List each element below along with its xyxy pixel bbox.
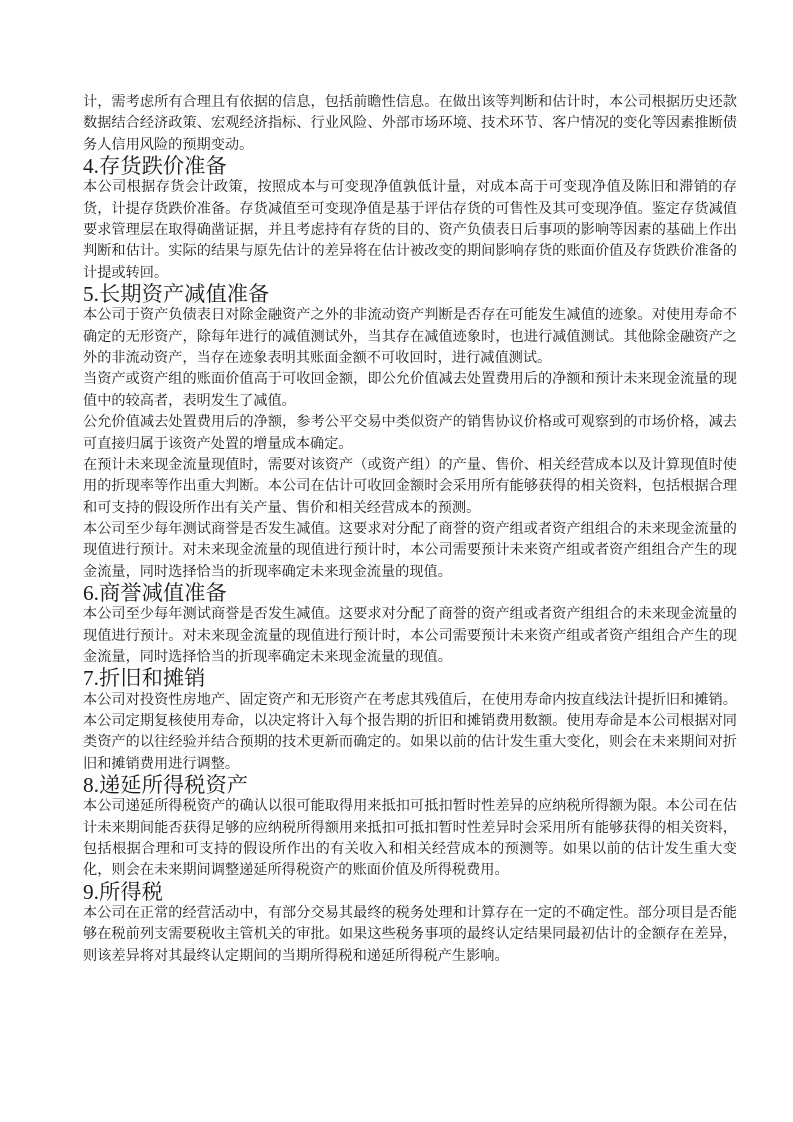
paragraph-deferred-tax-assets: 本公司递延所得税资产的确认以很可能取得用来抵扣可抵扣暂时性差异的应纳税所得额为限。本公司在估计未来期间能否获得足够的应纳税所得额用来抵扣可抵扣暂时性差异时会采用所有能够获得的相关资料，包括根据合理和可支持的假设所作出的有关收入和相关经营成本的预测等。如果以前的估计发生重大变化，则会在未来期间调整递延所得税资产的账面价值及所得税费用。 xyxy=(83,798,737,879)
paragraph-credit-risk-estimate: 计，需考虑所有合理且有依据的信息，包括前瞻性信息。在做出该等判断和估计时，本公司根据历史还款数据结合经济政策、宏观经济指标、行业风险、外部市场环境、技术环节、客户情况的变化等因素推断债务人信用风险的预期变动。 xyxy=(83,94,737,153)
paragraph-inventory-provision: 本公司根据存货会计政策，按照成本与可变现净值孰低计量，对成本高于可变现净值及陈旧和滞销的存货，计提存货跌价准备。存货减值至可变现净值是基于评估存货的可售性及其可变现净值。鉴定存货减值要求管理层在取得确凿证据，并且考虑持有存货的目的、资产负债表日后事项的影响等因素的基础上作出判断和估计。实际的结果与原先估计的差异将在估计被改变的期间影响存货的账面价值及存货跌价准备的计提或转回。 xyxy=(83,179,737,281)
paragraph-carrying-value-vs-recoverable: 当资产或资产组的账面价值高于可收回金额，即公允价值减去处置费用后的净额和预计未来现金流量的现值中的较高者，表明发生了减值。 xyxy=(83,371,737,409)
paragraph-future-cashflow-judgement: 在预计未来现金流量现值时，需要对该资产（或资产组）的产量、售价、相关经营成本以及计算现值时使用的折现率等作出重大判断。本公司在估计可收回金额时会采用所有能够获得的相关资料，包括根据合理和可支持的假设所作出有关产量、售价和相关经营成本的预测。 xyxy=(83,456,737,516)
section-heading-depreciation-amortisation: 7.折旧和摊销 xyxy=(83,666,206,691)
paragraph-goodwill-annual-test-1: 本公司至少每年测试商誉是否发生减值。这要求对分配了商誉的资产组或者资产组组合的未来现金流量的现值进行预计。对未来现金流量的现值进行预计时，本公司需要预计未来资产组或者资产组组合产生的现金流量，同时选择恰当的折现率确定未来现金流量的现值。 xyxy=(83,520,737,580)
paragraph-income-tax-uncertainty: 本公司在正常的经营活动中，有部分交易其最终的税务处理和计算存在一定的不确定性。部分项目是否能够在税前列支需要税收主管机关的审批。如果这些税务事项的最终认定结果同最初估计的金额存在差异，则该差异将对其最终认定期间的当期所得税和递延所得税产生影响。 xyxy=(83,905,737,964)
section-heading-deferred-tax-assets: 8.递延所得税资产 xyxy=(83,773,249,797)
paragraph-depreciation-amortisation: 本公司对投资性房地产、固定资产和无形资产在考虑其残值后，在使用寿命内按直线法计提折旧和摊销。本公司定期复核使用寿命，以决定将计入每个报告期的折旧和摊销费用数额。使用寿命是本公司根据对同类资产的以往经验并结合预期的技术更新而确定的。如果以前的估计发生重大变化，则会在未来期间对折旧和摊销费用进行调整。 xyxy=(83,691,737,772)
section-heading-longterm-asset-impairment: 5.长期资产减值准备 xyxy=(83,282,270,307)
document-text-block xyxy=(83,92,737,967)
section-heading-income-tax: 9.所得税 xyxy=(83,879,163,904)
paragraph-impairment-indicators: 本公司于资产负债表日对除金融资产之外的非流动资产判断是否存在可能发生减值的迹象。对使用寿命不确定的无形资产，除每年进行的减值测试外，当其存在减值迹象时，也进行减值测试。其他除金融资产之外的非流动资产，当存在迹象表明其账面金额不可收回时，进行减值测试。 xyxy=(83,307,737,367)
section-heading-inventory-provision: 4.存货跌价准备 xyxy=(83,154,227,179)
paragraph-goodwill-annual-test-2: 本公司至少每年测试商誉是否发生减值。这要求对分配了商誉的资产组或者资产组组合的未来现金流量的现值进行预计。对未来现金流量的现值进行预计时，本公司需要预计未来资产组或者资产组组合产生的现金流量，同时选择恰当的折现率确定未来现金流量的现值。 xyxy=(83,606,737,665)
section-heading-goodwill-impairment: 6.商誉减值准备 xyxy=(83,580,227,605)
paragraph-fair-value-less-disposal-cost: 公允价值减去处置费用后的净额，参考公平交易中类似资产的销售协议价格或可观察到的市场价格，减去可直接归属于该资产处置的增量成本确定。 xyxy=(83,414,737,452)
